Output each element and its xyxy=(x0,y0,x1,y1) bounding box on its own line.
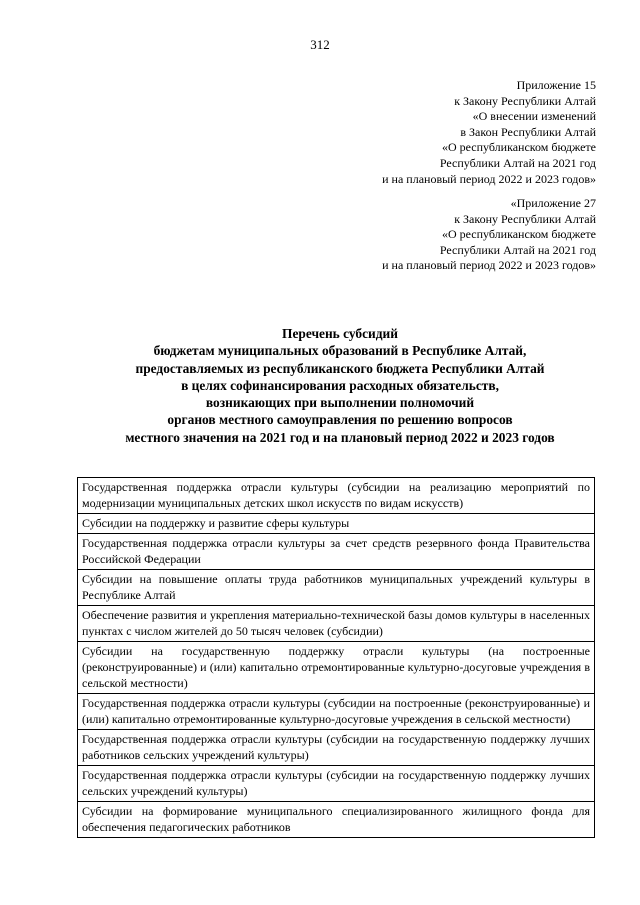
table-row xyxy=(78,642,595,694)
subsidy-cell: Государственная поддержка отрасли культуры (субсидии на государственную поддержку лучших работников сельских учреждений культуры) xyxy=(78,730,595,766)
title-line: бюджетам муниципальных образований в Республике Алтай, xyxy=(153,343,527,359)
subsidy-table xyxy=(77,477,595,838)
appendix-original-header xyxy=(382,196,596,274)
appendix-current-line: Республики Алтай на 2021 год xyxy=(439,155,596,170)
appendix-current-line: «О республиканском бюджете xyxy=(441,140,596,155)
title-line: возникающих при выполнении полномочий xyxy=(205,395,475,411)
table-row xyxy=(78,570,595,606)
table-row xyxy=(78,606,595,642)
title-line: в целях софинансирования расходных обязательств, xyxy=(181,377,499,393)
appendix-current-line: к Закону Республики Алтай xyxy=(454,93,596,108)
appendix-original-line: «О республиканском бюджете xyxy=(441,227,596,242)
subsidy-cell: Государственная поддержка отрасли культуры за счет средств резервного фонда Правительства Российской Федерации xyxy=(78,534,595,570)
subsidy-cell: Субсидии на государственную поддержку отрасли культуры (на построенные (реконструированные) и (или) капитально отремонтированные культурно-досуговые учреждения в сельской местности) xyxy=(78,642,595,694)
page-number: 312 xyxy=(310,37,330,52)
table-row xyxy=(78,694,595,730)
table-row xyxy=(78,514,595,534)
appendix-current-line: «О внесении изменений xyxy=(472,109,596,124)
subsidy-cell: Субсидии на повышение оплаты труда работников муниципальных учреждений культуры в Республике Алтай xyxy=(78,570,595,606)
appendix-current-header xyxy=(382,78,596,187)
table-row xyxy=(78,766,595,802)
table-row xyxy=(78,802,595,838)
appendix-current-line: и на плановый период 2022 и 2023 годов» xyxy=(382,171,596,186)
subsidy-cell: Обеспечение развития и укрепления материально-технической базы домов культуры в населенных пунктах с числом жителей до 50 тысяч человек (субсидии) xyxy=(78,606,595,642)
appendix-current-line: Приложение 15 xyxy=(516,78,596,92)
subsidy-cell: Государственная поддержка отрасли культуры (субсидии на реализацию мероприятий по модернизации муниципальных детских школ искусств по видам искусств) xyxy=(78,478,595,514)
title-line: органов местного самоуправления по решению вопросов xyxy=(167,412,513,428)
table-row xyxy=(78,534,595,570)
subsidy-cell: Субсидии на поддержку и развитие сферы культуры xyxy=(78,514,595,534)
subsidy-cell: Государственная поддержка отрасли культуры (субсидии на построенные (реконструированные) и (или) капитально отремонтированные культурно-досуговые учреждения в сельской местности) xyxy=(78,694,595,730)
subsidy-cell: Государственная поддержка отрасли культуры (субсидии на государственную поддержку лучших сельских учреждений культуры) xyxy=(78,766,595,802)
title-line: местного значения на 2021 год и на плановый период 2022 и 2023 годов xyxy=(125,429,555,445)
appendix-original-line: «Приложение 27 xyxy=(510,196,596,210)
table-row xyxy=(78,478,595,514)
title-line: предоставляемых из республиканского бюджета Республики Алтай xyxy=(135,360,545,376)
appendix-original-line: Республики Алтай на 2021 год xyxy=(439,242,596,257)
appendix-original-line: к Закону Республики Алтай xyxy=(454,211,596,226)
table-row xyxy=(78,730,595,766)
subsidy-cell: Субсидии на формирование муниципального специализированного жилищного фонда для обеспечения педагогических работников xyxy=(78,802,595,838)
appendix-current-line: в Закон Республики Алтай xyxy=(460,124,596,139)
document-title xyxy=(40,325,640,446)
appendix-original-line: и на плановый период 2022 и 2023 годов» xyxy=(382,258,596,273)
title-line: Перечень субсидий xyxy=(282,326,398,341)
